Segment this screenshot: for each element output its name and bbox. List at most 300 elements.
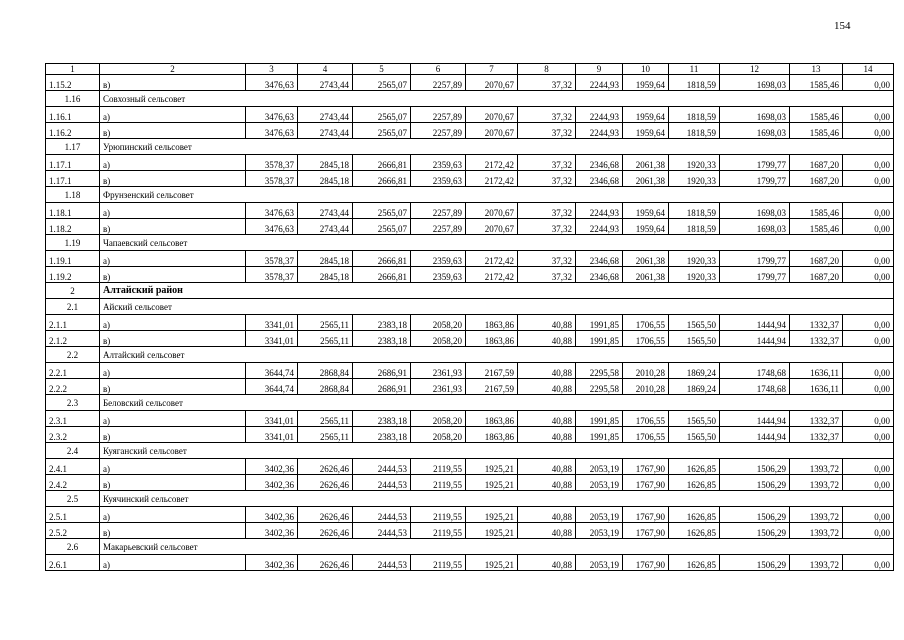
value-cell: 37,32 [518, 75, 576, 91]
value-cell: 1332,37 [790, 315, 843, 331]
value-cell: 2444,53 [353, 459, 411, 475]
value-cell: 2244,93 [576, 107, 623, 123]
council-heading-row [46, 91, 894, 107]
value-cell: 0,00 [843, 267, 894, 283]
value-cell: 1332,37 [790, 411, 843, 427]
value-cell: 1767,90 [623, 459, 669, 475]
value-cell: 0,00 [843, 555, 894, 571]
value-cell: 2167,59 [466, 363, 518, 379]
value-cell: 3644,74 [246, 379, 298, 395]
row-code-cell: 1.19.1 [46, 251, 100, 267]
column-number-cell: 10 [623, 64, 669, 75]
value-cell: 1393,72 [790, 555, 843, 571]
value-cell: 1444,94 [720, 315, 790, 331]
table-body [46, 75, 894, 571]
value-cell: 1818,59 [669, 219, 720, 235]
value-cell: 3476,63 [246, 123, 298, 139]
column-number-cell: 6 [411, 64, 466, 75]
table-row [46, 219, 894, 235]
row-code-cell: 2.1.2 [46, 331, 100, 347]
value-cell: 2565,11 [298, 331, 353, 347]
row-code-cell: 2.2 [46, 347, 100, 363]
value-cell: 1393,72 [790, 475, 843, 491]
table-row [46, 203, 894, 219]
value-cell: 1506,29 [720, 475, 790, 491]
value-cell: 2845,18 [298, 251, 353, 267]
value-cell: 1920,33 [669, 251, 720, 267]
row-code-cell: 2.1 [46, 299, 100, 315]
value-cell: 1393,72 [790, 523, 843, 539]
value-cell: 3578,37 [246, 171, 298, 187]
value-cell: 2061,38 [623, 251, 669, 267]
value-cell: 1863,86 [466, 315, 518, 331]
value-cell: 2626,46 [298, 555, 353, 571]
value-cell: 2346,68 [576, 171, 623, 187]
value-cell: 2359,63 [411, 171, 466, 187]
value-cell: 1818,59 [669, 107, 720, 123]
value-cell: 2565,11 [298, 427, 353, 443]
value-cell: 1869,24 [669, 363, 720, 379]
value-cell: 2119,55 [411, 459, 466, 475]
value-cell: 1748,68 [720, 379, 790, 395]
value-cell: 1626,85 [669, 507, 720, 523]
table-row [46, 331, 894, 347]
value-cell: 2070,67 [466, 123, 518, 139]
value-cell: 37,32 [518, 123, 576, 139]
row-code-cell: 2.3.1 [46, 411, 100, 427]
value-cell: 2565,07 [353, 75, 411, 91]
value-cell: 1799,77 [720, 171, 790, 187]
value-cell: 0,00 [843, 123, 894, 139]
value-cell: 1626,85 [669, 475, 720, 491]
council-title: Куяганский сельсовет [100, 443, 894, 459]
value-cell: 2244,93 [576, 219, 623, 235]
council-title: Урюпинский сельсовет [100, 139, 894, 155]
row-code-cell: 2.6.1 [46, 555, 100, 571]
row-code-cell: 1.19.2 [46, 267, 100, 283]
row-code-cell: 2.2.2 [46, 379, 100, 395]
value-cell: 2257,89 [411, 123, 466, 139]
value-cell: 1991,85 [576, 427, 623, 443]
value-cell: 1991,85 [576, 411, 623, 427]
value-cell: 2244,93 [576, 75, 623, 91]
row-code-cell: 1.16.1 [46, 107, 100, 123]
value-cell: 2743,44 [298, 107, 353, 123]
row-code-cell: 2.5.2 [46, 523, 100, 539]
value-cell: 1706,55 [623, 411, 669, 427]
row-code-cell: 2.6 [46, 539, 100, 555]
value-cell: 2295,58 [576, 363, 623, 379]
value-cell: 2359,63 [411, 267, 466, 283]
council-title: Чапаевский сельсовет [100, 235, 894, 251]
value-cell: 2743,44 [298, 203, 353, 219]
value-cell: 1444,94 [720, 411, 790, 427]
value-cell: 1698,03 [720, 203, 790, 219]
value-cell: 2295,58 [576, 379, 623, 395]
value-cell: 2058,20 [411, 315, 466, 331]
value-cell: 3341,01 [246, 331, 298, 347]
value-cell: 2053,19 [576, 459, 623, 475]
value-cell: 0,00 [843, 459, 894, 475]
value-cell: 1925,21 [466, 523, 518, 539]
value-cell: 2061,38 [623, 267, 669, 283]
value-cell: 2070,67 [466, 107, 518, 123]
value-cell: 1687,20 [790, 267, 843, 283]
council-heading-row [46, 443, 894, 459]
value-cell: 40,88 [518, 507, 576, 523]
row-code-cell: 1.16 [46, 91, 100, 107]
value-cell: 2565,11 [298, 315, 353, 331]
table-row [46, 123, 894, 139]
value-cell: 1332,37 [790, 331, 843, 347]
column-number-header-row [46, 64, 894, 75]
row-code-cell: 1.17 [46, 139, 100, 155]
value-cell: 2565,11 [298, 411, 353, 427]
value-cell: 0,00 [843, 219, 894, 235]
value-cell: 1698,03 [720, 75, 790, 91]
row-label-cell: в) [100, 427, 246, 443]
column-number-cell: 14 [843, 64, 894, 75]
value-cell: 2686,91 [353, 379, 411, 395]
value-cell: 0,00 [843, 411, 894, 427]
value-cell: 2868,84 [298, 363, 353, 379]
council-title: Совхозный сельсовет [100, 91, 894, 107]
value-cell: 2058,20 [411, 411, 466, 427]
row-label-cell: а) [100, 555, 246, 571]
value-cell: 2666,81 [353, 171, 411, 187]
value-cell: 2383,18 [353, 427, 411, 443]
value-cell: 1687,20 [790, 251, 843, 267]
value-cell: 2743,44 [298, 75, 353, 91]
table-row [46, 411, 894, 427]
value-cell: 1585,46 [790, 203, 843, 219]
value-cell: 40,88 [518, 315, 576, 331]
value-cell: 1925,21 [466, 507, 518, 523]
value-cell: 0,00 [843, 155, 894, 171]
row-code-cell: 1.18.2 [46, 219, 100, 235]
value-cell: 2257,89 [411, 203, 466, 219]
value-cell: 1799,77 [720, 155, 790, 171]
value-cell: 2444,53 [353, 523, 411, 539]
row-code-cell: 2.4.2 [46, 475, 100, 491]
row-label-cell: в) [100, 267, 246, 283]
value-cell: 2070,67 [466, 203, 518, 219]
value-cell: 40,88 [518, 331, 576, 347]
value-cell: 1748,68 [720, 363, 790, 379]
council-heading-row [46, 187, 894, 203]
value-cell: 40,88 [518, 427, 576, 443]
column-number-cell: 2 [100, 64, 246, 75]
value-cell: 1687,20 [790, 155, 843, 171]
value-cell: 2845,18 [298, 155, 353, 171]
council-title: Куячинский сельсовет [100, 491, 894, 507]
column-number-cell: 7 [466, 64, 518, 75]
value-cell: 3341,01 [246, 411, 298, 427]
value-cell: 2058,20 [411, 331, 466, 347]
column-number-cell: 13 [790, 64, 843, 75]
value-cell: 1799,77 [720, 267, 790, 283]
value-cell: 1959,64 [623, 203, 669, 219]
value-cell: 2172,42 [466, 267, 518, 283]
value-cell: 1393,72 [790, 507, 843, 523]
column-number-cell: 4 [298, 64, 353, 75]
value-cell: 1767,90 [623, 507, 669, 523]
row-label-cell: в) [100, 379, 246, 395]
value-cell: 2346,68 [576, 267, 623, 283]
value-cell: 1687,20 [790, 171, 843, 187]
row-code-cell: 2.5 [46, 491, 100, 507]
row-code-cell: 2.4.1 [46, 459, 100, 475]
value-cell: 0,00 [843, 331, 894, 347]
council-title: Айский сельсовет [100, 299, 894, 315]
table-row [46, 555, 894, 571]
row-label-cell: в) [100, 475, 246, 491]
value-cell: 2010,28 [623, 363, 669, 379]
value-cell: 1565,50 [669, 331, 720, 347]
value-cell: 2346,68 [576, 155, 623, 171]
value-cell: 1626,85 [669, 459, 720, 475]
value-cell: 2257,89 [411, 219, 466, 235]
value-cell: 2686,91 [353, 363, 411, 379]
value-cell: 2444,53 [353, 555, 411, 571]
row-label-cell: в) [100, 75, 246, 91]
council-heading-row [46, 235, 894, 251]
value-cell: 1959,64 [623, 107, 669, 123]
value-cell: 2868,84 [298, 379, 353, 395]
value-cell: 0,00 [843, 315, 894, 331]
column-number-cell: 11 [669, 64, 720, 75]
value-cell: 2361,93 [411, 363, 466, 379]
value-cell: 1636,11 [790, 363, 843, 379]
value-cell: 1444,94 [720, 427, 790, 443]
value-cell: 1920,33 [669, 155, 720, 171]
value-cell: 1506,29 [720, 459, 790, 475]
value-cell: 40,88 [518, 411, 576, 427]
value-cell: 0,00 [843, 203, 894, 219]
value-cell: 2359,63 [411, 251, 466, 267]
row-label-cell: в) [100, 331, 246, 347]
value-cell: 2666,81 [353, 267, 411, 283]
value-cell: 2626,46 [298, 523, 353, 539]
table-row [46, 155, 894, 171]
value-cell: 1706,55 [623, 427, 669, 443]
value-cell: 1393,72 [790, 459, 843, 475]
value-cell: 0,00 [843, 251, 894, 267]
value-cell: 2119,55 [411, 507, 466, 523]
value-cell: 40,88 [518, 475, 576, 491]
value-cell: 3402,36 [246, 459, 298, 475]
value-cell: 1799,77 [720, 251, 790, 267]
value-cell: 3402,36 [246, 507, 298, 523]
value-cell: 1626,85 [669, 523, 720, 539]
value-cell: 1959,64 [623, 123, 669, 139]
value-cell: 2444,53 [353, 507, 411, 523]
value-cell: 2244,93 [576, 123, 623, 139]
value-cell: 2383,18 [353, 315, 411, 331]
table-row [46, 107, 894, 123]
value-cell: 37,32 [518, 107, 576, 123]
council-heading-row [46, 395, 894, 411]
row-label-cell: а) [100, 507, 246, 523]
column-number-cell: 8 [518, 64, 576, 75]
value-cell: 1565,50 [669, 427, 720, 443]
row-label-cell: а) [100, 155, 246, 171]
value-cell: 1818,59 [669, 75, 720, 91]
value-cell: 0,00 [843, 75, 894, 91]
value-cell: 2626,46 [298, 507, 353, 523]
value-cell: 40,88 [518, 363, 576, 379]
table-row [46, 315, 894, 331]
value-cell: 2119,55 [411, 475, 466, 491]
value-cell: 2666,81 [353, 155, 411, 171]
value-cell: 2070,67 [466, 75, 518, 91]
council-heading-row [46, 491, 894, 507]
value-cell: 37,32 [518, 171, 576, 187]
value-cell: 2383,18 [353, 331, 411, 347]
value-cell: 1863,86 [466, 331, 518, 347]
column-number-cell: 5 [353, 64, 411, 75]
value-cell: 1706,55 [623, 331, 669, 347]
value-cell: 1698,03 [720, 107, 790, 123]
table-row [46, 507, 894, 523]
table-row [46, 363, 894, 379]
value-cell: 2257,89 [411, 75, 466, 91]
tariff-table [45, 63, 894, 571]
value-cell: 37,32 [518, 219, 576, 235]
value-cell: 1506,29 [720, 555, 790, 571]
value-cell: 1585,46 [790, 123, 843, 139]
column-number-cell: 3 [246, 64, 298, 75]
value-cell: 2119,55 [411, 555, 466, 571]
value-cell: 2743,44 [298, 219, 353, 235]
row-code-cell: 2.5.1 [46, 507, 100, 523]
council-heading-row [46, 539, 894, 555]
value-cell: 37,32 [518, 251, 576, 267]
value-cell: 0,00 [843, 507, 894, 523]
value-cell: 2058,20 [411, 427, 466, 443]
value-cell: 0,00 [843, 427, 894, 443]
table-row [46, 523, 894, 539]
table-row [46, 75, 894, 91]
value-cell: 2119,55 [411, 523, 466, 539]
value-cell: 2053,19 [576, 523, 623, 539]
value-cell: 0,00 [843, 523, 894, 539]
value-cell: 1991,85 [576, 315, 623, 331]
value-cell: 1925,21 [466, 475, 518, 491]
table-row [46, 475, 894, 491]
district-title: Алтайский район [100, 283, 894, 299]
column-number-cell: 9 [576, 64, 623, 75]
value-cell: 40,88 [518, 459, 576, 475]
value-cell: 2845,18 [298, 267, 353, 283]
value-cell: 3578,37 [246, 155, 298, 171]
value-cell: 1818,59 [669, 203, 720, 219]
row-label-cell: в) [100, 123, 246, 139]
row-code-cell: 1.18 [46, 187, 100, 203]
value-cell: 1585,46 [790, 219, 843, 235]
value-cell: 1920,33 [669, 171, 720, 187]
value-cell: 3476,63 [246, 75, 298, 91]
table-row [46, 427, 894, 443]
row-label-cell: а) [100, 363, 246, 379]
value-cell: 0,00 [843, 475, 894, 491]
value-cell: 2666,81 [353, 251, 411, 267]
row-code-cell: 2 [46, 283, 100, 299]
value-cell: 3341,01 [246, 315, 298, 331]
value-cell: 3578,37 [246, 267, 298, 283]
value-cell: 3578,37 [246, 251, 298, 267]
row-label-cell: в) [100, 523, 246, 539]
value-cell: 2010,28 [623, 379, 669, 395]
value-cell: 1959,64 [623, 219, 669, 235]
row-code-cell: 1.17.1 [46, 171, 100, 187]
district-heading-row [46, 283, 894, 299]
value-cell: 3644,74 [246, 363, 298, 379]
value-cell: 0,00 [843, 379, 894, 395]
row-label-cell: в) [100, 171, 246, 187]
row-label-cell: а) [100, 459, 246, 475]
council-heading-row [46, 139, 894, 155]
value-cell: 1444,94 [720, 331, 790, 347]
value-cell: 0,00 [843, 171, 894, 187]
value-cell: 1818,59 [669, 123, 720, 139]
value-cell: 2383,18 [353, 411, 411, 427]
row-label-cell: а) [100, 315, 246, 331]
row-code-cell: 1.18.1 [46, 203, 100, 219]
value-cell: 0,00 [843, 363, 894, 379]
value-cell: 2172,42 [466, 171, 518, 187]
row-label-cell: а) [100, 411, 246, 427]
value-cell: 3476,63 [246, 107, 298, 123]
value-cell: 2346,68 [576, 251, 623, 267]
value-cell: 1767,90 [623, 475, 669, 491]
value-cell: 1506,29 [720, 507, 790, 523]
row-code-cell: 2.3.2 [46, 427, 100, 443]
value-cell: 3341,01 [246, 427, 298, 443]
value-cell: 1698,03 [720, 123, 790, 139]
row-code-cell: 2.3 [46, 395, 100, 411]
value-cell: 1991,85 [576, 331, 623, 347]
value-cell: 37,32 [518, 203, 576, 219]
value-cell: 1925,21 [466, 459, 518, 475]
value-cell: 37,32 [518, 155, 576, 171]
value-cell: 2743,44 [298, 123, 353, 139]
value-cell: 1920,33 [669, 267, 720, 283]
column-number-cell: 12 [720, 64, 790, 75]
council-title: Макарьевский сельсовет [100, 539, 894, 555]
value-cell: 1706,55 [623, 315, 669, 331]
table-row [46, 171, 894, 187]
value-cell: 2361,93 [411, 379, 466, 395]
row-label-cell: а) [100, 251, 246, 267]
value-cell: 1626,85 [669, 555, 720, 571]
value-cell: 2626,46 [298, 459, 353, 475]
value-cell: 2061,38 [623, 155, 669, 171]
value-cell: 2444,53 [353, 475, 411, 491]
council-title: Беловский сельсовет [100, 395, 894, 411]
row-label-cell: а) [100, 203, 246, 219]
value-cell: 3402,36 [246, 555, 298, 571]
row-label-cell: а) [100, 107, 246, 123]
value-cell: 2626,46 [298, 475, 353, 491]
table-row [46, 379, 894, 395]
value-cell: 40,88 [518, 523, 576, 539]
value-cell: 2053,19 [576, 507, 623, 523]
value-cell: 1506,29 [720, 523, 790, 539]
page-number: 154 [834, 20, 851, 32]
value-cell: 40,88 [518, 555, 576, 571]
row-code-cell: 2.2.1 [46, 363, 100, 379]
